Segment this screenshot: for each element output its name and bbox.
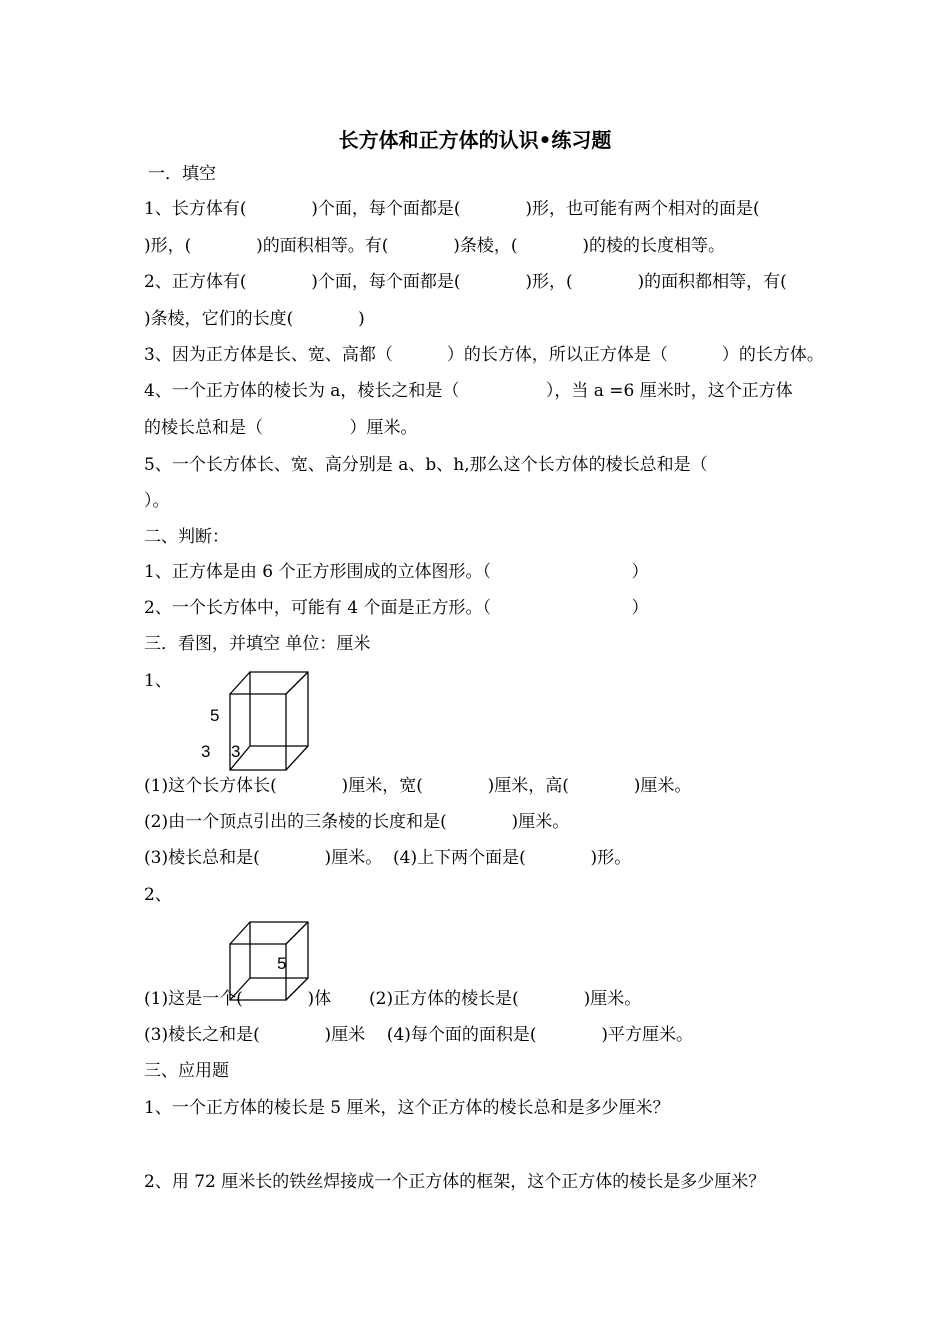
section-look-fill: 三．看图，并填空 单位：厘米 [144, 634, 371, 654]
fill-q3: 3、因为正方体是长、宽、高都（ ）的长方体，所以正方体是（ ）的长方体。 [144, 345, 824, 365]
figure2-number: 2、 [144, 885, 172, 905]
fill-q5-line1: 5、一个长方体长、宽、高分别是 a、b、h,那么这个长方体的棱长总和是（ [144, 455, 708, 475]
section-judge: 二、判断： [144, 527, 229, 547]
fill-q5-line2: ）。 [144, 491, 170, 511]
fill-q2-line2: )条棱，它们的长度( ) [144, 309, 365, 329]
fill-q1-line2: )形，( )的面积相等。有( )条棱，( )的棱的长度相等。 [144, 236, 725, 256]
figure1-q2: (2)由一个顶点引出的三条棱的长度和是( )厘米。 [144, 812, 570, 832]
section-fill-blank: 一．填空 [148, 164, 216, 184]
figure1-length-label: 3 [201, 742, 211, 761]
fill-q1-line1: 1、长方体有( )个面，每个面都是( )形，也可能有两个相对的面是( [144, 199, 760, 219]
application-q2: 2、用 72 厘米长的铁丝焊接成一个正方体的框架，这个正方体的棱长是多少厘米？ [144, 1172, 766, 1192]
application-q1: 1、一个正方体的棱长是 5 厘米，这个正方体的棱长总和是多少厘米？ [144, 1098, 670, 1118]
figure1-number: 1、 [144, 671, 172, 691]
section-application: 三、应用题 [144, 1061, 229, 1081]
fill-q2-line1: 2、正方体有( )个面，每个面都是( )形，( )的面积都相等，有( [144, 272, 787, 292]
page-title: 长方体和正方体的认识•练习题 [338, 128, 612, 152]
figure1-q1: (1)这个长方体长( )厘米，宽( )厘米，高( )厘米。 [144, 776, 692, 796]
figure2-q2: (3)棱长之和是( )厘米 (4)每个面的面积是( )平方厘米。 [144, 1025, 693, 1045]
judge-q2: 2、一个长方体中，可能有 4 个面是正方形。（ ） [144, 598, 649, 618]
fill-q4-line1: 4、一个正方体的棱长为 a，棱长之和是（ ），当 a =6 厘米时，这个正方体 [144, 381, 793, 401]
fill-q4-line2: 的棱长总和是（ ）厘米。 [144, 418, 418, 438]
figure1-width-label: 3 [231, 742, 241, 761]
judge-q1: 1、正方体是由 6 个正方形围成的立体图形。（ ） [144, 562, 649, 582]
figure2-edge-label: 5 [277, 954, 287, 973]
figure2-q1: (1)这是一个( )体 (2)正方体的棱长是( )厘米。 [144, 989, 642, 1009]
figure1-height-label: 5 [210, 706, 220, 725]
figure1-q3: (3)棱长总和是( )厘米。 (4)上下两个面是( )形。 [144, 848, 632, 868]
